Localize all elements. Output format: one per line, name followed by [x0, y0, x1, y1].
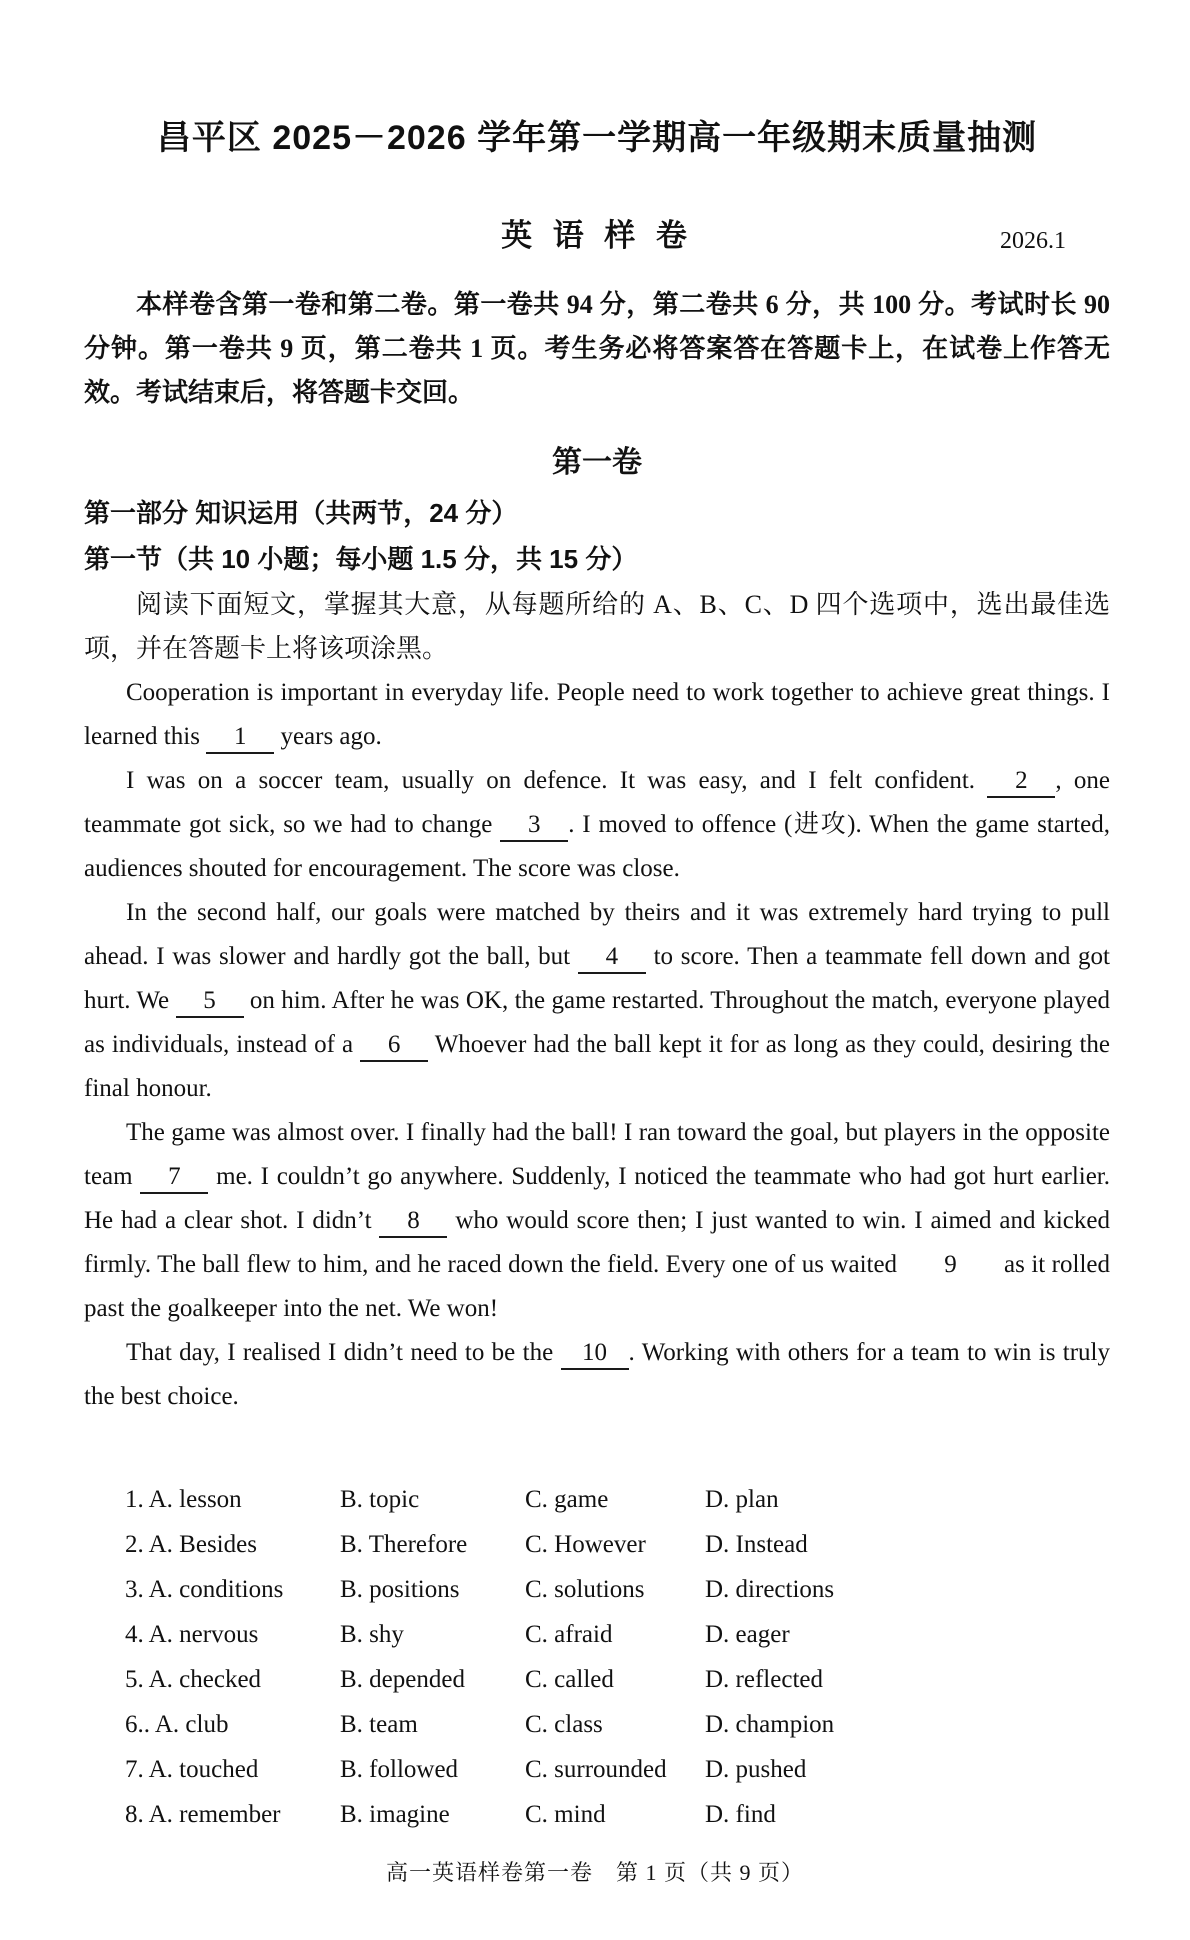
volume-heading: 第一卷	[552, 445, 642, 479]
cloze-blank-10: 10	[561, 1339, 629, 1370]
option-cell: B. imagine	[340, 1800, 450, 1828]
option-cell: C. game	[525, 1485, 609, 1513]
option-cell: 2. A. Besides	[125, 1530, 257, 1558]
part1-heading: 第一部分 知识运用（共两节，24 分）	[84, 497, 518, 528]
option-cell: D. pushed	[705, 1755, 807, 1783]
option-cell: B. team	[340, 1710, 418, 1738]
option-cell: 8. A. remember	[125, 1800, 281, 1828]
cloze-blank-8: 8	[379, 1207, 447, 1238]
cloze-blank-3: 3	[500, 811, 568, 842]
option-row-6	[125, 1702, 1110, 1747]
option-cell: C. mind	[525, 1800, 606, 1828]
exam-intro: 本样卷含第一卷和第二卷。第一卷共 94 分，第二卷共 6 分，共 100 分。考试时长 90 分钟。第一卷共 9 页，第二卷共 1 页。考生务必将答案答在答题卡上，在试卷上作答无效。考试结束后，将答题卡交回。	[84, 289, 1110, 407]
option-cell: 4. A. nervous	[125, 1620, 259, 1648]
cloze-blank-4: 4	[578, 943, 646, 974]
cloze-blank-2: 2	[987, 767, 1055, 798]
passage-paragraph: Cooperation is important in everyday life. People need to work together to achieve great things. I learned this 1 years ago.	[84, 671, 1110, 759]
cloze-blank-7: 7	[140, 1163, 208, 1194]
cloze-blank-1: 1	[206, 723, 274, 754]
option-row-1	[125, 1477, 1110, 1522]
option-cell: D. plan	[705, 1485, 779, 1513]
option-row-5	[125, 1657, 1110, 1702]
cloze-blank-6: 6	[360, 1031, 428, 1062]
page-title: 昌平区 2025－2026 学年第一学期高一年级期末质量抽测	[156, 119, 1038, 157]
option-cell: C. afraid	[525, 1620, 613, 1648]
option-cell: B. topic	[340, 1485, 420, 1513]
option-cell: C. surrounded	[525, 1755, 667, 1783]
option-cell: D. Instead	[705, 1530, 808, 1558]
option-cell: 1. A. lesson	[125, 1485, 242, 1513]
option-cell: B. positions	[340, 1575, 460, 1603]
option-cell: C. called	[525, 1665, 614, 1693]
exam-date: 2026.1	[1000, 227, 1066, 254]
option-row-4	[125, 1612, 1110, 1657]
option-cell: 6.. A. club	[125, 1710, 229, 1738]
option-cell: D. reflected	[705, 1665, 823, 1693]
option-cell: D. eager	[705, 1620, 790, 1648]
cloze-blank-5: 5	[176, 987, 244, 1018]
option-cell: D. find	[705, 1800, 776, 1828]
option-cell: 5. A. checked	[125, 1665, 262, 1693]
passage-paragraph: That day, I realised I didn’t need to be the 10 . Working with others for a team to win is truly the best choice.	[84, 1338, 1110, 1410]
section1-heading: 第一节（共 10 小题；每小题 1.5 分，共 15 分）	[84, 543, 638, 574]
passage-paragraph: The game was almost over. I finally had the ball! I ran toward the goal, but players in the opposite team 7 me. I couldn’t go anywhere. Suddenly, I noticed the teammate who had got hurt earlier. He had a clear shot. I didn’t 8 who would score then; I just wanted to win. I aimed and kicked firmly. The ball flew to him, and he raced down the field. Every one of us waited 9 as it rolled past the goalkeeper into the net. We won!	[84, 1118, 1110, 1322]
option-cell: B. shy	[340, 1620, 404, 1648]
option-row-2	[125, 1522, 1110, 1567]
passage-paragraph: I was on a soccer team, usually on defence. It was easy, and I felt confident. 2 , one teammate got sick, so we had to change 3 . I moved to offence (进攻). When the game started, audiences shouted for encouragement. The score was close.	[84, 766, 1110, 882]
section1-instructions: 阅读下面短文，掌握其大意，从每题所给的 A、B、C、D 四个选项中，选出最佳选项，并在答题卡上将该项涂黑。	[84, 589, 1110, 663]
options-table	[84, 1477, 1110, 1837]
option-cell: C. solutions	[525, 1575, 645, 1603]
cloze-passage	[84, 671, 1110, 1419]
page-content	[0, 118, 1190, 1837]
subtitle-row	[84, 215, 1110, 257]
cloze-blank-9: 9	[944, 1250, 957, 1278]
option-cell: B. depended	[340, 1665, 465, 1693]
option-row-3	[125, 1567, 1110, 1612]
option-cell: 7. A. touched	[125, 1755, 259, 1783]
option-cell: C. However	[525, 1530, 646, 1558]
passage-paragraph: In the second half, our goals were matched by theirs and it was extremely hard trying to pull ahead. I was slower and hardly got the ball, but 4 to score. Then a teammate fell down and got hurt. We 5 on him. After he was OK, the game restarted. Throughout the match, everyone played as individuals, instead of a 6 Whoever had the ball kept it for as long as they could, desiring the final honour.	[84, 898, 1111, 1102]
option-cell: B. followed	[340, 1755, 459, 1783]
option-cell: B. Therefore	[340, 1530, 468, 1558]
page-footer: 高一英语样卷第一卷 第 1 页（共 9 页）	[385, 1860, 804, 1885]
exam-subject: 英 语 样 卷	[501, 217, 693, 253]
option-row-7	[125, 1747, 1110, 1792]
option-row-8	[125, 1792, 1110, 1837]
option-cell: C. class	[525, 1710, 603, 1738]
option-cell: D. champion	[705, 1710, 835, 1738]
option-cell: D. directions	[705, 1575, 835, 1603]
option-cell: 3. A. conditions	[125, 1575, 284, 1603]
